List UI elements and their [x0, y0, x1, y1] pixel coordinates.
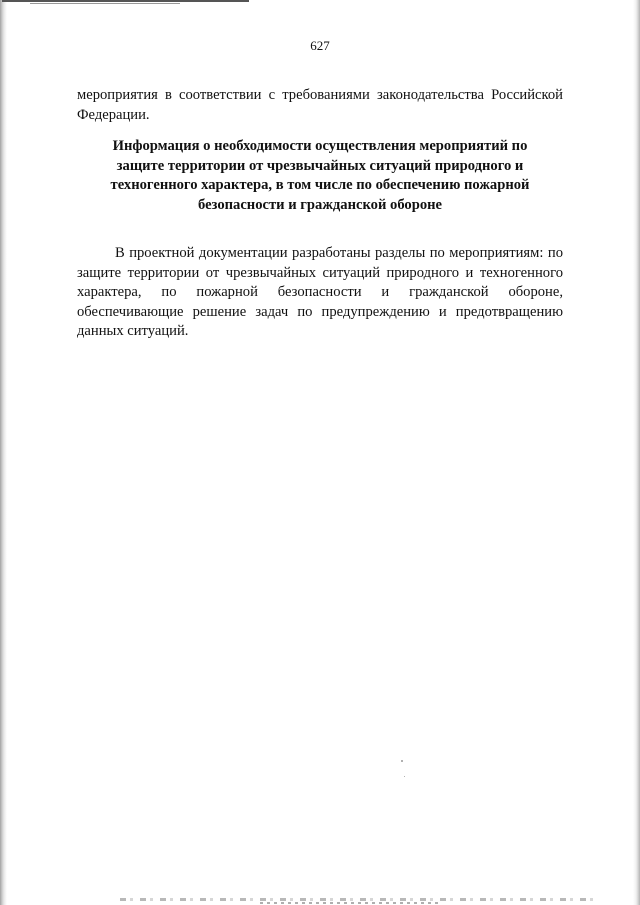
scan-bottom-noise-secondary: [260, 902, 440, 904]
body-paragraph-block: [77, 244, 563, 342]
section-heading-line: Информация о необходимости осуществления мероприятий по: [112, 138, 528, 154]
scan-bottom-noise: [120, 898, 600, 901]
section-heading-line: техногенного характера, в том числе по обеспечению пожарной: [110, 177, 530, 193]
scan-edge-left: [0, 0, 7, 905]
continuation-paragraph: мероприятия в соответствии с требованиями законодательства Российской Федерации.: [77, 87, 563, 123]
scan-speck: [404, 776, 405, 777]
scan-edge-right: [633, 0, 640, 905]
continuation-paragraph-block: [77, 86, 563, 125]
page-number: 627: [310, 38, 330, 53]
body-paragraph: В проектной документации разработаны разделы по мероприятиям: по защите территории от чрезвычайных ситуаций природного и техногенного характера, по пожарной безопасности и гражданской обороне, обеспечивающие решение задач по предупреждению и предотвращению данных ситуаций.: [77, 245, 563, 339]
scan-top-rule: [2, 0, 249, 2]
scan-top-rule-secondary: [30, 3, 180, 4]
section-heading-line: защите территории от чрезвычайных ситуаций природного и: [116, 157, 524, 174]
section-heading-line: безопасности и гражданской обороне: [197, 196, 443, 213]
section-heading: [77, 137, 563, 215]
scan-speck: [401, 760, 403, 762]
